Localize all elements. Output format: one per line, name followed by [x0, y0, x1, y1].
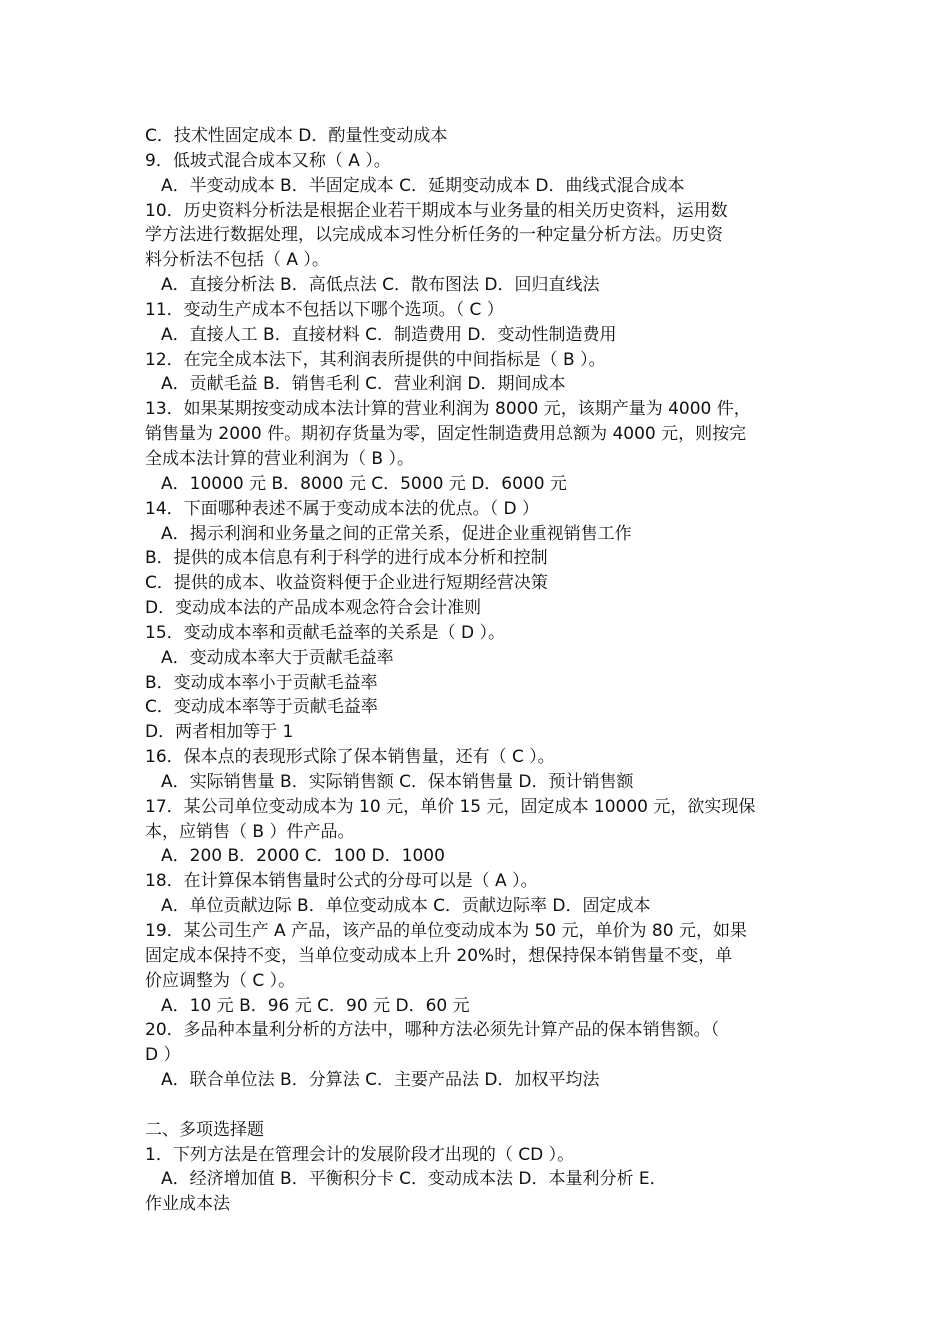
text-line: C．提供的成本、收益资料便于企业进行短期经营决策	[145, 573, 548, 594]
text-line: A．经济增加值 B．平衡积分卡 C．变动成本法 D．本量利分析 E．	[161, 1169, 667, 1190]
text-line: 二、多项选择题	[145, 1119, 264, 1140]
text-line: A．10 元 B．96 元 C．90 元 D．60 元	[161, 995, 470, 1016]
text-line: 10．历史资料分析法是根据企业若干期成本与业务量的相关历史资料，运用数	[145, 200, 728, 221]
text-line: C．技术性固定成本 D．酌量性变动成本	[145, 126, 448, 146]
text-line: 11．变动生产成本不包括以下哪个选项。（ C ）	[145, 299, 504, 320]
text-line: 价应调整为（ C ）。	[145, 970, 296, 991]
text-line: 14．下面哪种表述不属于变动成本法的优点。（ D ）	[145, 498, 540, 519]
text-line: 17．某公司单位变动成本为 10 元，单价 15 元，固定成本 10000 元，欲实现保	[145, 796, 756, 817]
text-line: A．变动成本率大于贡献毛益率	[161, 647, 394, 668]
text-line: 1．下列方法是在管理会计的发展阶段才出现的（ CD ）。	[145, 1144, 575, 1165]
text-line: D．两者相加等于 1	[145, 722, 294, 743]
text-line: A．10000 元 B．8000 元 C．5000 元 D．6000 元	[161, 473, 567, 494]
text-line: A．贡献毛益 B．销售毛利 C．营业利润 D．期间成本	[161, 374, 566, 395]
text-line: 固定成本保持不变，当单位变动成本上升 20%时，想保持保本销售量不变，单	[145, 945, 733, 966]
text-line: D．变动成本法的产品成本观念符合会计准则	[145, 598, 482, 619]
text-line: 20．多品种本量利分析的方法中，哪种方法必须先计算产品的保本销售额。（	[145, 1020, 720, 1041]
text-line: A．半变动成本 B．半固定成本 C．延期变动成本 D．曲线式混合成本	[161, 175, 685, 196]
text-line: B．提供的成本信息有利于科学的进行成本分析和控制	[145, 548, 548, 569]
text-line: A．200 B．2000 C．100 D．1000	[161, 846, 445, 867]
text-line: 9．低坡式混合成本又称（ A ）。	[145, 150, 391, 171]
text-line: 16．保本点的表现形式除了保本销售量，还有（ C ）。	[145, 747, 555, 768]
text-line: D ）	[145, 1045, 181, 1066]
text-line: 销售量为 2000 件。期初存货量为零，固定性制造费用总额为 4000 元，则按完	[145, 424, 747, 445]
text-line: 作业成本法	[145, 1194, 230, 1215]
text-line: A．联合单位法 B．分算法 C．主要产品法 D．加权平均法	[161, 1070, 600, 1091]
text-line: 19．某公司生产 A 产品，该产品的单位变动成本为 50 元，单价为 80 元，如果	[145, 921, 747, 941]
text-line: A．单位贡献边际 B．单位变动成本 C．贡献边际率 D．固定成本	[161, 896, 651, 917]
text-line: 13．如果某期按变动成本法计算的营业利润为 8000 元，该期产量为 4000 件，	[145, 399, 751, 420]
text-line: A．揭示利润和业务量之间的正常关系，促进企业重视销售工作	[161, 523, 632, 544]
text-line: 12．在完全成本法下，其利润表所提供的中间指标是（ B ）。	[145, 349, 606, 370]
text-line: 本，应销售（ B ）件产品。	[145, 821, 355, 842]
question-text-block	[145, 124, 815, 1217]
text-line: C．变动成本率等于贡献毛益率	[145, 697, 378, 718]
text-line: 18．在计算保本销售量时公式的分母可以是（ A ）。	[145, 871, 538, 892]
text-line: A．直接分析法 B．高低点法 C．散布图法 D．回归直线法	[161, 275, 600, 296]
text-line: 学方法进行数据处理，以完成成本习性分析任务的一种定量分析方法。历史资	[145, 225, 723, 246]
text-line: 料分析法不包括（ A ）。	[145, 250, 329, 271]
text-line: 15．变动成本率和贡献毛益率的关系是（ D ）。	[145, 622, 506, 643]
text-line: B．变动成本率小于贡献毛益率	[145, 672, 378, 693]
text-line: A．直接人工 B．直接材料 C．制造费用 D．变动性制造费用	[161, 324, 617, 345]
blank-line	[145, 1093, 815, 1118]
text-line: A．实际销售量 B．实际销售额 C．保本销售量 D．预计销售额	[161, 771, 634, 792]
text-line: 全成本法计算的营业利润为（ B ）。	[145, 448, 414, 469]
